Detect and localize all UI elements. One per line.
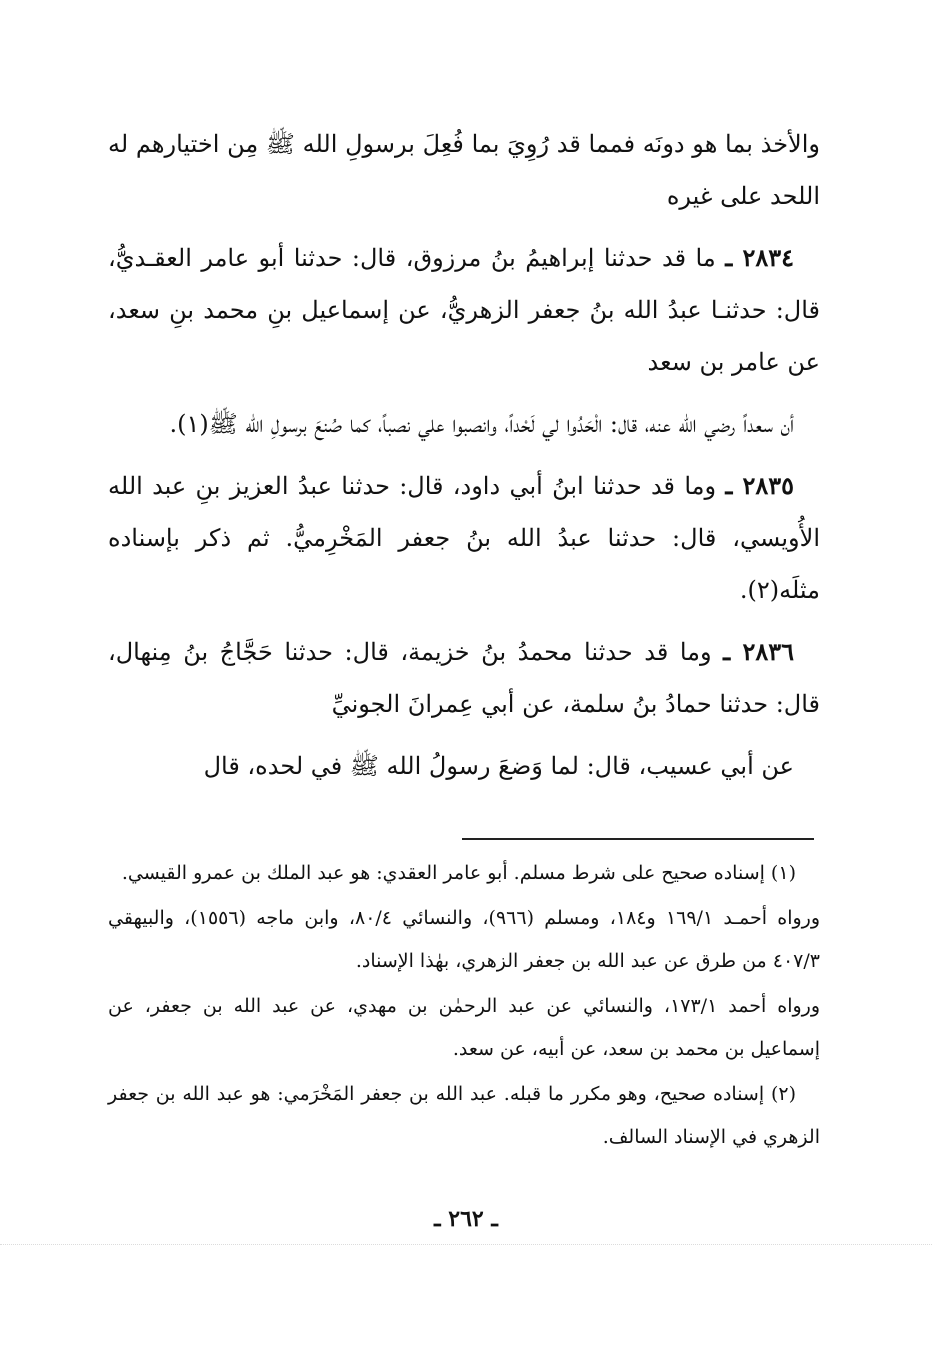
paragraph-hadith-2834 xyxy=(108,232,820,388)
footnote-1 xyxy=(108,852,820,895)
footnote-text: (٢) إسناده صحيح، وهو مكرر ما قبله. عبد الله بن جعفر المَخْرَمي: هو عبد الله بن جعفر الزهري في الإسناد السالف. xyxy=(108,1083,820,1148)
paragraph-text: ما قد حدثنا إبراهيمُ بنُ مرزوق، قال: حدثنا أبو عامر العقـديُّ، قال: حدثنـا عبدُ الله بنُ جعفر الزهريُّ، عن إسماعيل بنِ محمد بنِ سعد، عن عامر بن سعد xyxy=(108,244,820,376)
scan-speckle-divider xyxy=(0,1244,932,1245)
paragraph-text: وما قد حدثنا ابنُ أبي داود، قال: حدثنا عبدُ العزيز بنِ عبد الله الأُويسي، قال: حدثنا عبدُ الله بنُ جعفر المَخْرِميُّ. ثم ذكر بإسناده مثلَه(٢). xyxy=(108,472,820,604)
footnote-text: (١) إسناده صحيح على شرط مسلم. أبو عامر العقدي: هو عبد الملك بن عمرو القيسي. xyxy=(121,862,796,884)
paragraph-text: وما قد حدثنا محمدُ بنُ خزيمة، قال: حدثنا حَجَّاجُ بنُ مِنهال، قال: حدثنا حمادُ بنُ سلمة، عن أبي عِمرانَ الجونيِّ xyxy=(108,638,820,718)
hadith-number: ٢٨٣٦ ـ xyxy=(723,637,794,666)
footnote-text: ورواه أحمـد ١٦٩/١ و١٨٤، ومسلم (٩٦٦)، والنسائي ٨٠/٤، وابن ماجه (١٥٥٦)، والبيهقي ٤٠٧/٣ من طرق عن عبد الله بن جعفر الزهري، بهٰذا الإسناد. xyxy=(108,907,820,972)
hadith-number: ٢٨٣٥ ـ xyxy=(725,471,795,500)
footnote-text: ورواه أحمد ١٧٣/١، والنسائي عن عبد الرحمٰن بن مهدي، عن عبد الله بن جعفر، عن إسماعيل بن محمد بن سعد، عن أبيه، عن سعد. xyxy=(108,995,820,1060)
page-number: ـ ٢٦٢ ـ xyxy=(434,1206,498,1232)
main-text xyxy=(108,118,820,802)
footnote-divider xyxy=(462,838,814,840)
footnotes xyxy=(108,852,820,1161)
paragraph-hadith-2836 xyxy=(108,626,820,730)
footnote-1-continued xyxy=(108,897,820,983)
footnote-2 xyxy=(108,1073,820,1159)
footnote-1-continued xyxy=(108,985,820,1071)
paragraph-text: عن أبي عسيب، قال: لما وَضعَ رسولُ الله ﷺ في لحده، قال xyxy=(203,752,794,780)
paragraph-hadith-2835 xyxy=(108,460,820,616)
hadith-number: ٢٨٣٤ ـ xyxy=(725,243,794,272)
paragraph-text: أن سعداً رضي الله عنه، قال: الْحَدُوا لي لَحْداً، وانصبوا علي نصباً، كما صُنعَ برسولِ الله ﷺ(١). xyxy=(169,410,794,438)
paragraph-hadith-2834-matn xyxy=(108,398,820,450)
paragraph-text: والأخذ بما هو دونَه فمما قد رُوِيَ بما فُعِلَ برسولِ الله ﷺ مِن اختيارهم له اللحد على غيره xyxy=(108,130,820,210)
paragraph-intro xyxy=(108,118,820,222)
paragraph-hadith-2836-matn xyxy=(108,740,820,792)
